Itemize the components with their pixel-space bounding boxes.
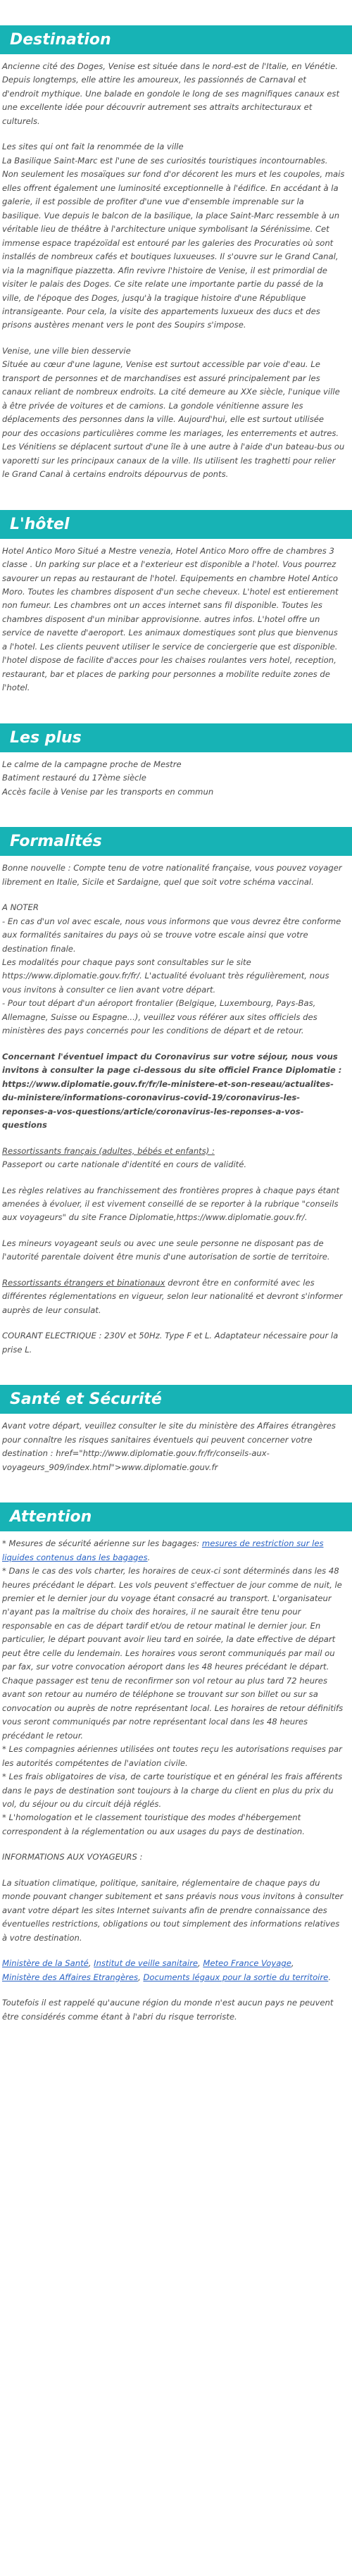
formalites-coronavirus: Concernant l'éventuel impact du Coronavirus sur votre séjour, nous vous invitons à consulter la page ci-dessous du site officiel France Diplomatie : https://www.diplomatie.gouv.fr/fr/le-ministere-et-son-reseau/actualites-du-ministere/informations-coronavirus-covid-19/coronavirus-les-reponses-a-vos-questions/article/coronavirus-les-reponses-a-vos-questions: [2, 1051, 342, 1131]
formalites-french-nationals: [2, 1145, 345, 1172]
attention-airlines: * Les compagnies aériennes utilisées ont toutes reçu les autorisations requises par les autorités compétentes de l'aviation civile.: [2, 1744, 342, 1768]
link-documents-legaux[interactable]: Documents légaux pour la sortie du territoire: [143, 1972, 329, 1982]
attention-charter: * Dans le cas des vols charter, les horaires de ceux-ci sont déterminés dans les 48 heures précédant le départ. Les vols peuvent s'effectuer de jour comme de nuit, le premier et le dernier jour du voyage étant consacré au transport. L'organisateur n'ayant pas la maîtrise du choix des horaires, il ne saurait être tenu pour responsable en cas de départ tardif et/ou de retour matinal le dernier jour. En particulier, le départ pouvant avoir lieu tard en soirée, la date effective de départ peut être celle du lendemain. Les horaires vous seront communiqués par mail ou par fax, sur votre convocation aéroport dans les 48 heures précédant le départ. Chaque passager est tenu de reconfirmer son vol retour au plus tard 72 heures avant son retour au numéro de téléphone se trouvant sur son billet ou sur sa convocation ou auprès de notre représentant local. Les horaires de retour définitifs vous seront communiqués par notre représentant local dans les 48 heures précédant le retour.: [2, 1566, 344, 1741]
sante-content: [0, 1414, 352, 1483]
french-nationals-text: Passeport ou carte nationale d'identité en cours de validité.: [2, 1159, 247, 1170]
formalites-content: [0, 856, 352, 1365]
attention-content: [0, 1531, 352, 2032]
foreigners-heading: Ressortissants étrangers et binationaux: [2, 1277, 165, 1288]
french-nationals-heading: Ressortissants français (adultes, bébés et enfants) :: [2, 1145, 215, 1156]
section-heading-sante: Santé et Sécurité: [0, 1385, 352, 1414]
destination-transport: Venise, une ville bien desservie Située au cœur d'une lagune, Venise est surtout accessible par voie d'eau. Le transport de personnes et de marchandises est assuré principalement par les canaux reliant de nombreux endroits. La cité demeure au XXe siècle, l'unique ville à être privée de voitures et de camions. La gondole vénitienne assure les déplacements des personnes dans la ville. Aujourd'hui, elle est surtout utilisée pour des occasions particulières comme les mariages, les enterrements et autres. Les Vénitiens se déplacent surtout d'une île à une autre à l'aide d'un bateau-bus ou vaporetti sur les principaux canaux de la ville. Ils utilisent les traghetti pour relier le Grand Canal à certains endroits dépourvus de ponts.: [2, 345, 345, 480]
destination-content: [0, 54, 352, 490]
section-heading-formalites: Formalités: [0, 827, 352, 856]
luggage-prefix: * Mesures de sécurité aérienne sur les bagages:: [2, 1538, 202, 1549]
section-heading-destination: Destination: [0, 25, 352, 54]
attention-classification: * L'homologation et le classement touristique des modes d'hébergement correspondent à la réglementation ou aux usages du pays de destination.: [2, 1812, 305, 1836]
attention-visa: * Les frais obligatoires de visa, de carte touristique et en général les frais afférents dans le pays de destination sont toujours à la charge du client en plus du prix du vol, du séjour ou du circuit déjà réglés.: [2, 1772, 343, 1809]
section-heading-hotel: L'hôtel: [0, 510, 352, 539]
luggage-restrictions-link[interactable]: mesures de restriction sur les liquides contenus dans les bagages: [2, 1538, 324, 1562]
section-heading-plus: Les plus: [0, 723, 352, 752]
sante-text: Avant votre départ, veuillez consulter le site du ministère des Affaires étrangères pour connaître les risques sanitaires éventuels qui peuvent concerner votre destination : href="http://www.diplomatie.gouv.fr/fr/conseils-aux-voyageurs_909/index.html">www.diplomatie.gouv.fr: [2, 1421, 336, 1472]
link-affaires-etrangeres[interactable]: Ministère des Affaires Etrangères: [2, 1972, 139, 1982]
destination-sites: Les sites qui ont fait la renommée de la ville La Basilique Saint-Marc est l'une de ses curiosités touristiques incontournables. Non seulement les mosaïques sur fond d'or décorent les murs et les coupoles, mais elles offrent également une luminosité exceptionnelle à l'édifice. En accédant à la galerie, il est possible de profiter d'une vue d'ensemble imprenable sur la basilique. Vue depuis le balcon de la basilique, la place Saint-Marc ressemble à un véritable lieu de théâtre à l'architecture unique symbolisant la Sérénissime. Cet immense espace trapézoïdal est entouré par les galeries des Procuraties où sont installés de nombreux cafés et boutiques luxueuses. Il s'ouvre sur le Grand Canal, via la magnifique piazzetta. Afin revivre l'histoire de Venise, il est primordial de visiter le palais des Doges. Ce site relate une importante partie du passé de la ville, de l'époque des Doges, jusqu'à la tragique histoire d'une République intransigeante. Pour cela, la visite des appartements luxueux des ducs et des prisons austères menant vers le pont des Soupirs s'impose.: [2, 142, 345, 330]
link-veille-sanitaire[interactable]: Institut de veille sanitaire: [94, 1958, 198, 1969]
luggage-suffix: .: [147, 1552, 151, 1562]
info-links: Ministère de la Santé, Institut de veille sanitaire, Meteo France Voyage, Ministère des Affaires Etrangères, Documents légaux pour la sortie du territoire.: [2, 1958, 331, 1982]
formalites-good-news: Bonne nouvelle : Compte tenu de votre nationalité française, vous pouvez voyager librement en Italie, Sicile et Sardaigne, quel que soit votre schéma vaccinal.: [2, 863, 342, 887]
foreigners-text: devront être en conformité avec les différentes réglementations en vigueur, selon leur nationalité et devront s'informer auprès de leur consulat.: [2, 1277, 343, 1315]
destination-intro: Ancienne cité des Doges, Venise est située dans le nord-est de l'Italie, en Vénétie. Depuis longtemps, elle attire les amoureux, les passionnés de Carnaval et d'endroit mythique. Une balade en gondole le long de ses magnifiques canaux est une excellente idée pour découvrir autrement ses attraits architecturaux et culturels.: [2, 61, 340, 126]
formalites-electricity: COURANT ELECTRIQUE : 230V et 50Hz. Type F et L. Adaptateur nécessaire pour la prise L.: [2, 1331, 339, 1355]
plus-list: Le calme de la campagne proche de Mestre Batiment restauré du 17ème siècle Accès facile à Venise par les transports en commun: [2, 759, 214, 797]
info-travelers-text: La situation climatique, politique, sanitaire, réglementaire de chaque pays du monde pouvant changer subitement et sans préavis nous vous invitons à consulter avant votre départ les sites Internet suivants afin de prendre connaissance des éventuelles restrictions, obligations ou tout simplement des informations relatives à votre destination.: [2, 1877, 344, 1943]
link-meteo-france[interactable]: Meteo France Voyage: [203, 1958, 291, 1969]
info-travelers-title: INFORMATIONS AUX VOYAGEURS :: [2, 1852, 143, 1862]
section-heading-attention: Attention: [0, 1502, 352, 1531]
plus-content: [0, 752, 352, 807]
formalites-foreigners: [2, 1276, 345, 1317]
hotel-content: [0, 539, 352, 704]
attention-luggage: [2, 1537, 345, 1564]
formalites-note: A NOTER - En cas d'un vol avec escale, nous vous informons que vous devrez être conforme aux formalités sanitaires du pays où se trouve votre escale ainsi que votre destination finale. Les modalités pour chaque pays sont consultables sur le site https://www.diplomatie.gouv.fr/fr/. L'actualité évoluant très régulièrement, nous vous invitons à consulter ce lien avant votre départ. - Pour tout départ d'un aéroport frontalier (Belgique, Luxembourg, Pays-Bas, Allemagne, Suisse ou Espagne...), veuillez vous référer aux sites officiels des ministères des pays concernés pour les conditions de départ et de retour.: [2, 902, 341, 1036]
hotel-description: Hotel Antico Moro Situé a Mestre venezia, Hotel Antico Moro offre de chambres 3 classe . Un parking sur place et a l'exterieur est disponible a l'hotel. Vous pourrez savourer un repas au restaurant de l'hotel. Equipements en chambre Hotel Antico Moro. Toutes les chambres disposent d'un seche cheveux. L'hotel est entierement non fumeur. Les chambres ont un acces internet sans fil disponible. Toutes les chambres disposent d'un minibar approvisionne. autres infos. L'hotel offre un service de navette d'aeroport. Les animaux domestiques sont plus que bienvenus a l'hotel. Les clients peuvent utiliser le service de conciergerie que est disponible. l'hotel dispose de facilite d'acces pour les chaises roulantes vers hotel, reception, restaurant, bar et places de parking pour personnes a mobilite reduite zones de l'hotel.: [2, 545, 339, 693]
link-ministere-sante[interactable]: Ministère de la Santé: [2, 1958, 89, 1969]
formalites-borders: Les règles relatives au franchissement des frontières propres à chaque pays étant amenées à évoluer, il est vivement conseillé de se reporter à la rubrique "conseils aux voyageurs" du site France Diplomatie,https://www.diplomatie.gouv.fr/.: [2, 1185, 340, 1223]
formalites-minors: Les mineurs voyageant seuls ou avec une seule personne ne disposant pas de l'autorité parentale doivent être munis d'une autorisation de sortie de territoire.: [2, 1238, 330, 1262]
terrorism-note: Toutefois il est rappelé qu'aucune région du monde n'est aucun pays ne peuvent être considérés comme étant à l'abri du risque terroriste.: [2, 1998, 334, 2022]
